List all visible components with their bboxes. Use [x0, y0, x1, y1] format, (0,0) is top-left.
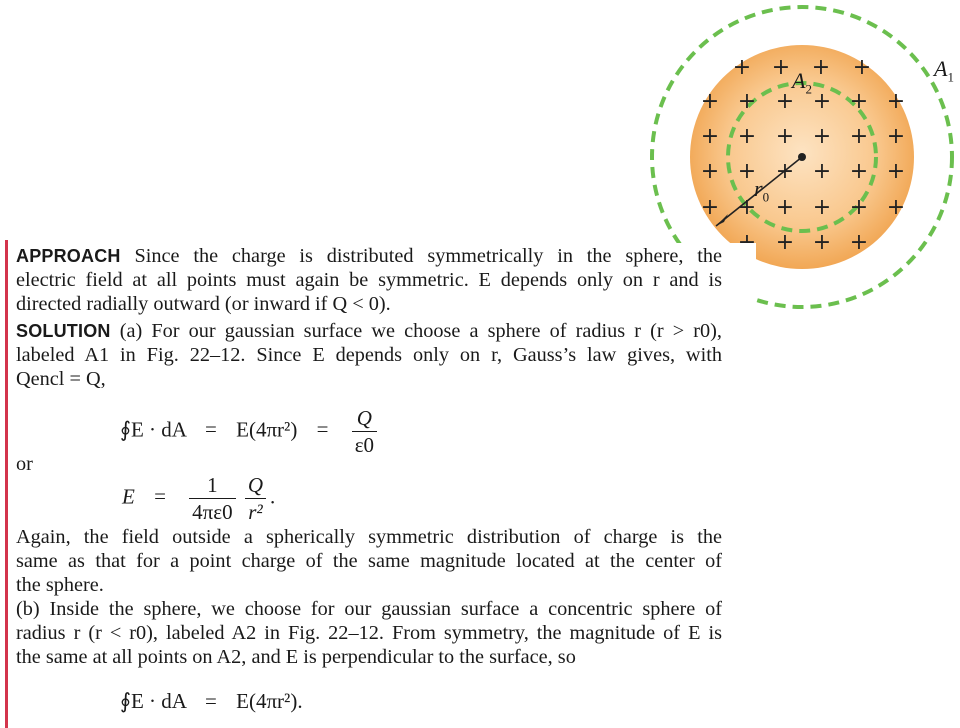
approach-label: APPROACH — [16, 246, 121, 266]
plus-charge: + — [852, 55, 872, 80]
approach-line-1: APPROACH Since the charge is distributed symmetrically in the sphere, the — [16, 245, 722, 267]
plus-charge: + — [775, 230, 795, 255]
approach-line-2: electric field at all points must again be symmetric. E depends only on r and is — [16, 269, 722, 291]
solution-line-1: SOLUTION (a) For our gaussian surface we choose a sphere of radius r (r > r0), — [16, 320, 722, 342]
plus-charge: + — [775, 159, 795, 184]
plus-charge: + — [812, 89, 832, 114]
plus-charge: + — [812, 195, 832, 220]
again-line-2: same as that for a point charge of the same magnitude located at the center of — [16, 550, 722, 572]
solution-line-2: labeled A1 in Fig. 22–12. Since E depends only on r, Gauss’s law gives, with — [16, 344, 722, 366]
plus-charge: + — [700, 124, 720, 149]
again-line-1: Again, the field outside a spherically symmetric distribution of charge is the — [16, 526, 722, 548]
or-text: or — [16, 453, 33, 475]
plus-charge: + — [775, 195, 795, 220]
plus-charge: + — [849, 230, 869, 255]
plus-charge: + — [849, 159, 869, 184]
again-line-3: the sphere. — [16, 574, 104, 596]
plus-charge: + — [886, 159, 906, 184]
plus-charge: + — [849, 89, 869, 114]
plus-charge: + — [886, 89, 906, 114]
plus-charge: + — [812, 230, 832, 255]
plus-charge: + — [700, 195, 720, 220]
equation-field-outside: E = $\frac{1}{4\pi\varepsilon 0}$ $\frac{Q}{\text{r²}}$ . — [122, 473, 276, 524]
plus-charge: + — [732, 55, 752, 80]
plus-charge: + — [737, 159, 757, 184]
plus-charge: + — [771, 55, 791, 80]
part-b-line-1: (b) Inside the sphere, we choose for our gaussian surface a concentric sphere of — [16, 598, 722, 620]
plus-charge: + — [775, 89, 795, 114]
plus-charge: + — [811, 55, 831, 80]
plus-charge: + — [737, 124, 757, 149]
equation-gauss-outside: ∮E · dA = E(4πr²) = $\frac{Q}{\varepsilon 0}$ — [120, 405, 381, 458]
plus-charge: + — [812, 159, 832, 184]
solution-line-3: Qencl = Q, — [16, 368, 106, 390]
part-b-line-3: the same at all points on A2, and E is perpendicular to the surface, so — [16, 646, 576, 668]
sphere-center-dot — [798, 153, 806, 161]
plus-charge: + — [700, 159, 720, 184]
plus-charge: + — [849, 124, 869, 149]
plus-charge: + — [886, 124, 906, 149]
plus-charge: + — [775, 124, 795, 149]
plus-charge: + — [812, 124, 832, 149]
plus-charge: + — [737, 89, 757, 114]
part-b-line-2: radius r (r < r0), labeled A2 in Fig. 22–12. From symmetry, the magnitude of E is — [16, 622, 722, 644]
equation-gauss-inside: ∮E · dA = E(4πr²). — [120, 689, 303, 713]
margin-bar — [5, 240, 8, 728]
approach-line-3: directed radially outward (or inward if Q < 0). — [16, 293, 391, 315]
plus-charge: + — [849, 195, 869, 220]
plus-charge: + — [886, 195, 906, 220]
label-a1: $A_1$ — [934, 56, 954, 85]
label-r0: $r_0$ — [754, 176, 770, 205]
plus-charge: + — [700, 89, 720, 114]
label-a2: $A_2$ — [792, 68, 812, 97]
plus-charge: + — [737, 195, 757, 220]
solution-label: SOLUTION — [16, 321, 111, 341]
